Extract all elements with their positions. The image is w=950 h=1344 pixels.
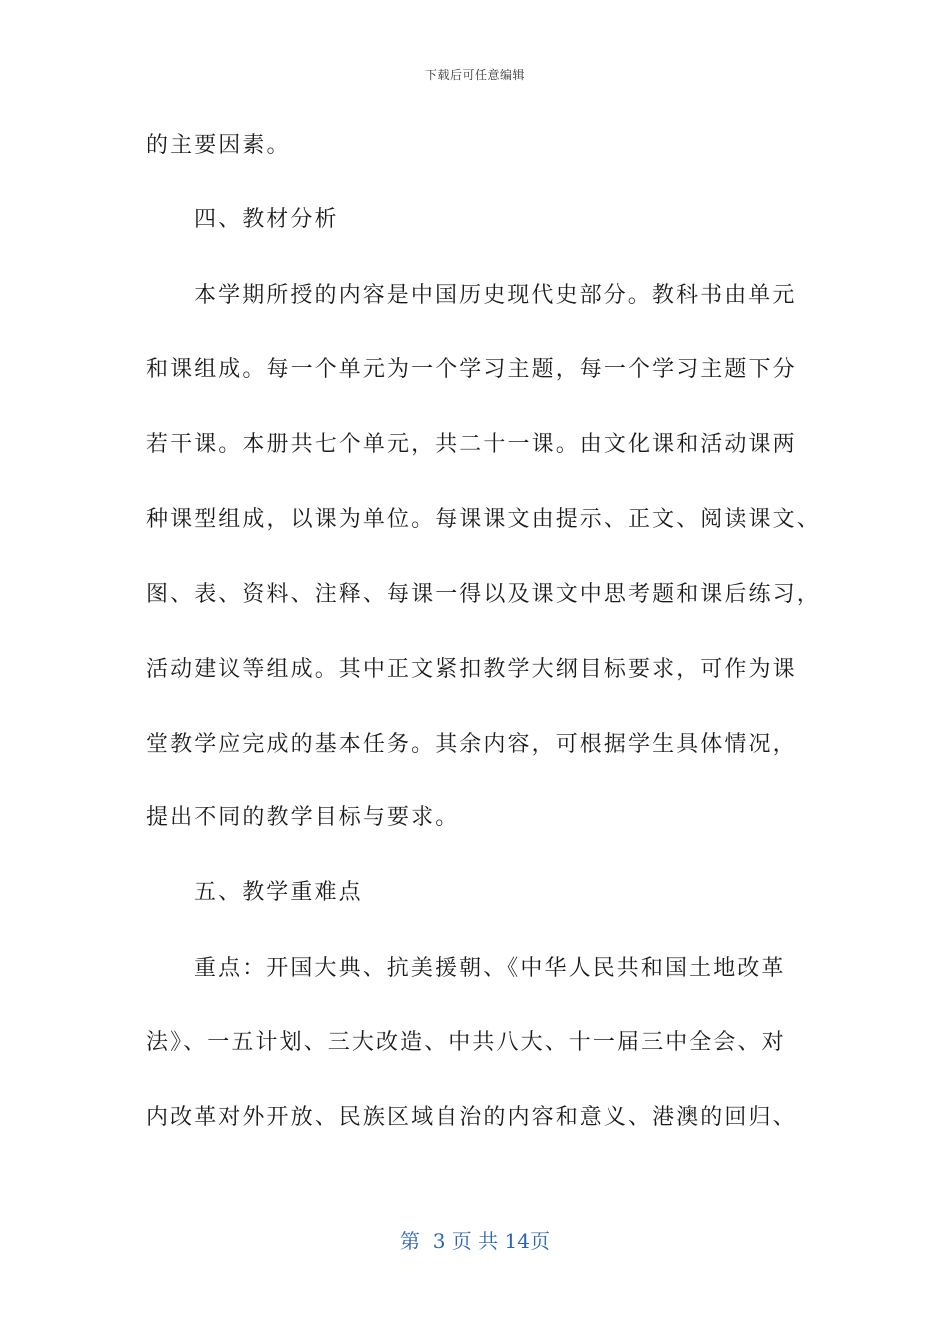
body-line: 图、表、资料、注释、每课一得以及课文中思考题和课后练习， [146, 582, 821, 607]
body-line: 的主要因素。 [146, 133, 291, 158]
body-line: 重点：开国大典、抗美援朝、《中华人民共和国土地改革 [194, 956, 786, 981]
body-line: 提出不同的教学目标与要求。 [146, 805, 460, 830]
body-line: 法》、一五计划、三大改造、中共八大、十一届三中全会、对 [146, 1030, 786, 1055]
body-line: 和课组成。每一个单元为一个学习主题，每一个学习主题下分 [146, 357, 797, 382]
body-line: 本学期所授的内容是中国历史现代史部分。教科书由单元 [194, 283, 797, 308]
body-line: 活动建议等组成。其中正文紧扣教学大纲目标要求，可作为课 [146, 657, 797, 682]
page-header: 下载后可任意编辑 [424, 68, 525, 82]
body-line: 内改革对外开放、民族区域自治的内容和意义、港澳的回归、 [146, 1105, 797, 1130]
body-line: 若干课。本册共七个单元，共二十一课。由文化课和活动课两 [146, 432, 797, 457]
section-heading: 四、教材分析 [194, 207, 339, 232]
section-heading: 五、教学重难点 [194, 880, 363, 905]
body-line: 堂教学应完成的基本任务。其余内容，可根据学生具体情况， [146, 732, 797, 757]
page-number-footer: 第 3 页 共 14页 [400, 1229, 550, 1253]
body-line: 种课型组成，以课为单位。每课课文由提示、正文、阅读课文、 [146, 507, 821, 532]
